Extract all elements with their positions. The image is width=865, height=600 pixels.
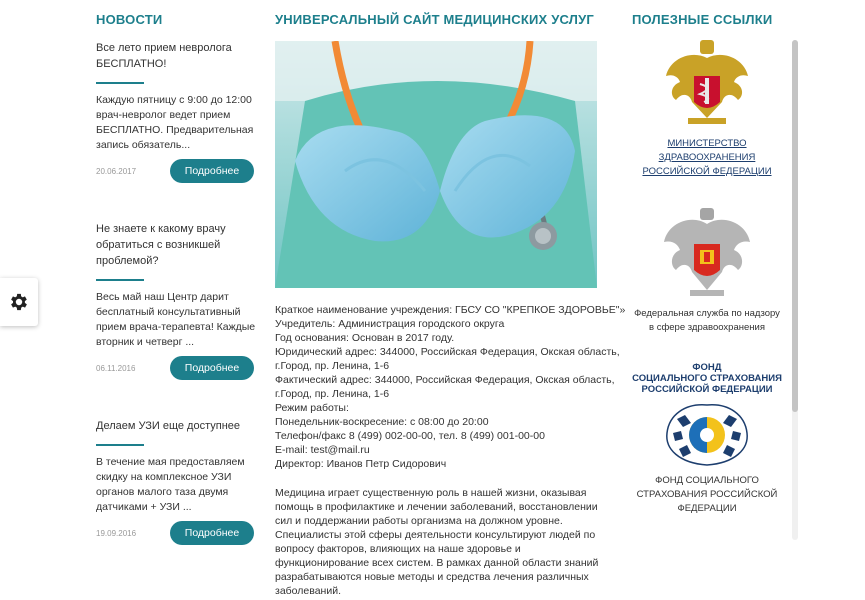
ministry-link-text[interactable]: РОССИЙСКОЙ ФЕДЕРАЦИИ (642, 166, 772, 177)
info-line: Директор: Иванов Петр Сидорович (275, 458, 447, 470)
news-heading: НОВОСТИ (96, 12, 163, 27)
news-title[interactable]: Все лето прием невролога БЕСПЛАТНО! (96, 42, 232, 70)
news-more-button[interactable]: Подробнее (170, 521, 254, 545)
divider (96, 279, 144, 281)
news-date: 19.09.2016 (96, 529, 137, 538)
info-line: Телефон/факс 8 (499) 002-00-00, тел. 8 (499) 001-00-00 (275, 430, 545, 442)
settings-button[interactable] (0, 278, 38, 326)
news-text: Каждую пятницу с 9:00 до 12:00 врач-невролог ведет прием БЕСПЛАТНО. Предварительная запись обязатель... (96, 94, 254, 151)
news-item (96, 221, 256, 380)
fss-emblem-icon (659, 399, 755, 469)
divider (96, 82, 144, 84)
gear-icon (8, 291, 30, 313)
news-title[interactable]: Делаем УЗИ еще доступнее (96, 420, 241, 432)
news-item (96, 418, 256, 545)
news-text: В течение мая предоставляем скидку на комплексное УЗИ органов малого таза двумя датчиками + УЗИ ... (96, 456, 245, 513)
fss-link-text[interactable]: СТРАХОВАНИЯ РОССИЙСКОЙ (636, 489, 778, 500)
info-line: E-mail: test@mail.ru (275, 444, 370, 456)
info-line: г.Город, пр. Ленина, 1-6 (275, 388, 390, 400)
info-line: Учредитель: Администрация городского округа (275, 318, 505, 330)
news-item (96, 40, 256, 183)
news-text: Весь май наш Центр дарит бесплатный консультативный прием врача-терапевта! Каждые вторник и четверг ... (96, 291, 256, 348)
news-more-button[interactable]: Подробнее (170, 159, 254, 183)
fss-link-text[interactable]: ФОНД СОЦИАЛЬНОГО (655, 475, 759, 486)
fss-header: СОЦИАЛЬНОГО СТРАХОВАНИЯ (632, 373, 782, 384)
ministry-emblem-icon (662, 40, 752, 132)
description-text: Медицина играет существенную роль в нашей жизни, оказывая помощь в профилактике и лечении заболеваний, восстановлении сил и поддержании работы организма на должном уровне. Специалисты этой сферы деятельности консультируют людей по вопросу факторов, влияющих на наше здоровье и функционирование всех систем. В рамках данной области знаний разрабатываются новые методы и средства лечения различных заболеваний. (275, 487, 599, 597)
info-line: г.Город, пр. Ленина, 1-6 (275, 360, 390, 372)
federal-service-link-text[interactable]: в сфере здравоохранения (649, 322, 765, 333)
fss-header: ФОНД (692, 362, 722, 373)
news-date: 20.06.2017 (96, 167, 137, 176)
divider (96, 444, 144, 446)
info-line: Понедельник-воскресение: с 08:00 до 20:00 (275, 416, 489, 428)
news-date: 06.11.2016 (96, 364, 136, 373)
info-line: Юридический адрес: 344000, Российская Федерация, Окская область, (275, 346, 620, 358)
federal-service-link-text[interactable]: Федеральная служба по надзору (634, 308, 780, 319)
fss-link-text[interactable]: ФЕДЕРАЦИИ (677, 503, 737, 514)
page-title: УНИВЕРСАЛЬНЫЙ САЙТ МЕДИЦИНСКИХ УСЛУГ (275, 12, 594, 27)
scrollbar-thumb[interactable] (792, 40, 798, 412)
hero-image (275, 41, 597, 288)
organization-info (275, 303, 626, 471)
federal-service-emblem-icon (662, 206, 752, 302)
ministry-link-text[interactable]: ЗДРАВООХРАНЕНИЯ (658, 152, 756, 163)
ministry-link[interactable] (632, 40, 782, 179)
federal-service-link[interactable] (632, 206, 782, 335)
news-title[interactable]: Не знаете к какому врачу обратиться с возникшей проблемой? (96, 223, 226, 267)
links-scrollbar[interactable] (792, 40, 798, 540)
info-line: Фактический адрес: 344000, Российская Федерация, Окская область, (275, 374, 615, 386)
ministry-link-text[interactable]: МИНИСТЕРСТВО (667, 138, 747, 149)
links-heading: ПОЛЕЗНЫЕ ССЫЛКИ (632, 12, 773, 27)
info-line: Режим работы: (275, 402, 349, 414)
news-more-button[interactable]: Подробнее (170, 356, 254, 380)
info-line: Краткое наименование учреждения: ГБСУ СО "КРЕПКОЕ ЗДОРОВЬЕ"» (275, 304, 626, 316)
fss-header: РОССИЙСКОЙ ФЕДЕРАЦИИ (641, 384, 773, 395)
fss-link[interactable] (632, 362, 782, 516)
info-line: Год основания: Основан в 2017 году. (275, 332, 455, 344)
